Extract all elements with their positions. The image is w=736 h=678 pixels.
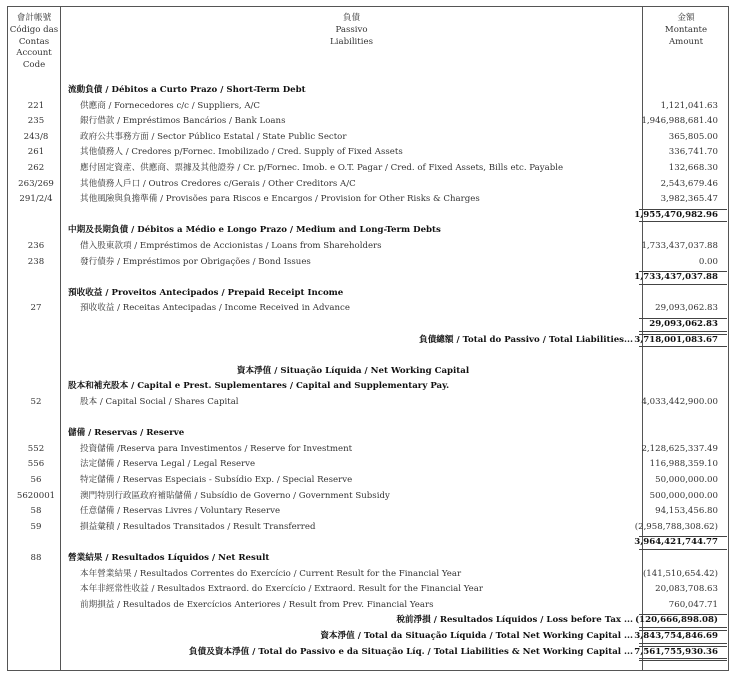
sum-underline [639,627,727,628]
account-code: 236 [27,241,45,251]
amount-value: 1,955,470,982.96 [634,209,718,220]
table-row [8,239,728,255]
amount-value: 20,083,708.63 [655,584,718,595]
sum-underline [639,346,727,347]
table-row [8,473,728,489]
account-description: 損益彙積 / Resultados Transitados / Result Transferred [80,521,316,532]
account-description: 澳門特別行政區政府補貼儲備 / Subsídio de Governo / Government Subsidy [80,490,390,501]
account-code: 221 [27,100,45,111]
table-row [8,379,728,395]
account-description: 任意儲備 / Reservas Livres / Voluntary Reserve [80,506,281,517]
amount-value: 3,718,001,083.67 [634,334,718,345]
account-code: 291/2/4 [19,194,53,205]
table-row [8,426,728,442]
amount-value: 500,000,000.00 [649,490,718,501]
account-description: 本年非經常性收益 / Resultados Extraord. do Exercício / Extraord. Result for the Financial Year [80,584,483,595]
amount-value: 2,128,625,337.49 [641,443,718,454]
sum-rule [639,209,727,210]
table-row [8,411,728,427]
amount-value: 3,843,754,846.69 [634,631,718,641]
header-description-line: 負債 [342,13,361,23]
sum-underline [639,549,727,550]
account-description: 其他風險與負擔準備 / Provisões para Riscos e Encargos / Provision for Other Risks & Charges [80,194,480,205]
amount-value: 29,093,062.83 [649,319,718,329]
account-description: 其他債務人戶口 / Outros Credores c/Gerais / Other Creditors A/C [80,178,356,189]
sum-underline [639,658,727,661]
table-row [8,520,728,536]
account-description: 本年營業結果 / Resultados Correntes do Exercício / Current Result for the Financial Year [80,568,462,579]
account-code: 56 [30,475,42,485]
account-description: 流動負債 / Débitos a Curto Prazo / Short-Term Debt [68,85,306,95]
amount-value: 94,153,456.80 [655,506,718,517]
table-row [8,130,728,146]
amount-value: (141,510,654.42) [642,568,718,579]
sum-rule [639,536,727,537]
account-description: 特定儲備 / Reservas Especiais - Subsídio Exp. / Special Reserve [80,475,353,485]
amount-value: 50,000,000.00 [655,475,718,485]
table-row [8,645,728,661]
header-code [8,13,60,72]
table-row [8,317,728,333]
amount-value: 760,047.71 [668,599,718,610]
account-description: 發行債券 / Empréstimos por Obrigações / Bond Issues [80,256,311,267]
header-code-line: Contas [18,36,50,47]
sum-rule [639,630,727,631]
header-code-line: Código das [9,24,59,35]
account-code: 58 [30,506,42,517]
table-row [8,177,728,193]
header-description-line: Liabilities [329,36,374,47]
table-row [8,192,728,208]
account-code: 263/269 [18,178,54,189]
sum-rule [639,614,727,615]
table-row [8,99,728,115]
table-row [8,83,728,99]
table-row [8,489,728,505]
account-code: 552 [27,443,45,454]
account-description: 股本和補充股本 / Capital e Prest. Suplementares / Capital and Supplementary Pay. [68,381,450,392]
table-row [8,395,728,411]
amount-value: 1,121,041.63 [660,100,718,111]
header-description-line: Passivo [335,24,368,35]
amount-value: 1,733,437,037.88 [634,272,718,283]
sum-underline [639,221,727,222]
table-row [8,270,728,286]
amount-value: 7,561,755,930.36 [634,646,718,657]
table-row [8,161,728,177]
account-description: 前期損益 / Resultados de Exercícios Anteriores / Result from Prev. Financial Years [80,599,434,610]
header-amount [643,13,729,48]
table-row [8,567,728,583]
sum-rule [639,646,727,647]
amount-value: 0.00 [698,256,718,267]
account-code: 238 [27,256,45,267]
account-code: 5620001 [16,490,56,501]
header-code-line: Code [22,60,46,71]
account-description: 政府公共事務方面 / Sector Público Estatal / State Public Sector [80,131,347,142]
sum-rule [639,271,727,272]
account-code: 27 [30,303,42,314]
table-row [8,301,728,317]
sum-underline [639,643,727,644]
header-amount-line: 金額 [677,13,695,23]
account-description: 股本 / Capital Social / Shares Capital [80,397,239,407]
account-code: 243/8 [23,131,49,142]
amount-value: (2,958,788,308.62) [634,521,718,532]
header-amount-line: Montante [664,24,708,35]
account-description: 稅前淨損 / Resultados Líquidos / Loss before Tax ... [396,615,633,626]
account-description: 應付固定資產、供應商、票據及其他證券 / Cr. p/Fornec. Imob. e O.T. Pagar / Cred. of Fixed Assets, Bills etc. Payable [80,163,564,173]
amount-value: 1,733,437,037.88 [641,241,718,251]
table-row [8,333,728,349]
account-description: 負債及資本淨值 / Total do Passivo e da Situação Líq. / Total Liabilities & Net Working Capital ... [189,646,633,657]
account-code: 556 [27,459,45,470]
amount-value: 3,964,421,744.77 [634,537,718,548]
account-description: 借入股東款項 / Empréstimos de Accionistas / Loans from Shareholders [80,241,382,251]
table-row [8,255,728,271]
account-description: 銀行借款 / Empréstimos Bancários / Bank Loans [80,116,286,127]
account-description: 資本淨值 / Total da Situação Líquida / Total Net Working Capital ... [320,631,633,641]
account-description: 預收收益 / Proveitos Antecipados / Prepaid Receipt Income [68,287,344,298]
amount-value: 116,988,359.10 [649,459,718,470]
account-description: 中期及長期負債 / Débitos a Médio e Longo Prazo / Medium and Long-Term Debts [68,225,441,236]
header-description [61,13,642,48]
table-row [8,504,728,520]
account-description: 儲備 / Reservas / Reserve [68,428,185,439]
table-row [8,208,728,224]
table-row [8,348,728,364]
amount-value: 3,982,365.47 [660,194,718,205]
amount-value: 29,093,062.83 [655,303,718,314]
account-code: 88 [30,553,42,563]
amount-value: 336,741.70 [668,147,718,158]
account-description: 負債總額 / Total do Passivo / Total Liabilities... [419,334,633,345]
table-row [8,286,728,302]
table-row [8,613,728,629]
amount-value: 1,946,988,681.40 [641,116,718,127]
sum-underline [639,331,727,332]
account-code: 261 [27,147,45,158]
account-description: 預收收益 / Receitas Antecipadas / Income Received in Advance [80,303,350,314]
table-row [8,145,728,161]
table-row [8,442,728,458]
table-row [8,364,728,380]
header-amount-line: Amount [668,36,704,47]
table-row [8,223,728,239]
sum-rule [639,318,727,319]
account-description: 投資儲備 /Reserva para Investimentos / Reserve for Investment [80,443,353,454]
account-code: 52 [30,397,42,407]
account-description: 資本淨值 / Situação Líquida / Net Working Capital [236,365,470,376]
account-code: 262 [27,163,45,173]
table-row [8,598,728,614]
table-row [8,629,728,645]
account-code: 59 [30,521,42,532]
table-row [8,114,728,130]
table-row [8,535,728,551]
header-code-line: Account [16,48,52,59]
amount-value: 4,033,442,900.00 [641,397,718,407]
amount-value: 132,668.30 [668,163,718,173]
table-row [8,551,728,567]
liabilities-statement [7,6,729,671]
amount-value: 2,543,679.46 [660,178,718,189]
amount-value: 365,805.00 [668,131,718,142]
header-code-line: 會計帳號 [16,13,52,23]
table-row [8,582,728,598]
account-code: 235 [27,116,45,127]
account-description: 營業結果 / Resultados Líquidos / Net Result [68,553,270,563]
table-row [8,457,728,473]
sum-underline [639,284,727,285]
sum-rule [639,334,727,335]
account-description: 法定儲備 / Reserva Legal / Legal Reserve [80,459,256,470]
account-description: 供應商 / Fornecedores c/c / Suppliers, A/C [80,100,260,111]
amount-value: (120,666,898.08) [635,615,718,626]
account-description: 其他債務人 / Credores p/Fornec. Imobilizado / Cred. Supply of Fixed Assets [80,147,403,158]
